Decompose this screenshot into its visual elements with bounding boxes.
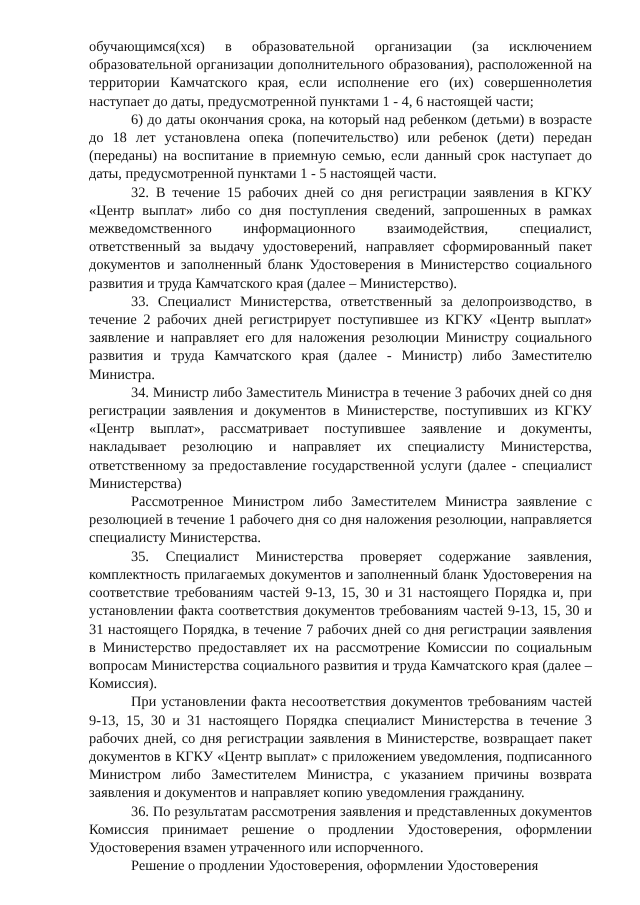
paragraph-36-continuation: Решение о продлении Удостоверения, оформлении Удостоверения — [131, 858, 539, 875]
paragraph-34: 34. Министр либо Заместитель Министра в течение 3 рабочих дней со дня регистрации заявления и документов в Министерстве, поступивших из КГКУ «Центр выплат», рассматривает поступившее заявление и документы, накладывает резолюцию и направляет их специалисту Министерства, ответственному за предоставление государственной услуги (далее - специалист Министерства) — [89, 384, 592, 492]
paragraph-35: 35. Специалист Министерства проверяет содержание заявления, комплектность прилагаемых документов и заполненный бланк Удостоверения на соответствие требованиям частей 9-13, 15, 30 и 31 настоящего Порядка и, при установлении факта соответствия документов требованиям частей 9-13, 15, 30 и 31 настоящего Порядка, в течение 7 рабочих дней со дня регистрации заявления в Министерство предоставляет их на рассмотрение Комиссии по социальным вопросам Министерства социального развития и труда Камчатского края (далее – Комиссия). — [89, 548, 592, 693]
paragraph-item-6: 6) до даты окончания срока, на который над ребенком (детьми) в возрасте до 18 лет установлена опека (попечительство) или ребенок (дети) передан (переданы) на воспитание в приемную семью, если данный срок наступает до даты, предусмотренной пунктами 1 - 5 настоящей части. — [89, 111, 592, 183]
document-page — [89, 38, 592, 875]
paragraph-32: 32. В течение 15 рабочих дней со дня регистрации заявления в КГКУ «Центр выплат» либо со дня поступления сведений, запрошенных в рамках межведомственного информационного взаимодействия, специалист, ответственный за выдачу удостоверений, направляет сформированный пакет документов и заполненный бланк Удостоверения в Министерство социального развития и труда Камчатского края (далее – Министерство). — [89, 184, 592, 292]
paragraph-36: 36. По результатам рассмотрения заявления и представленных документов Комиссия принимает решение о продлении Удостоверения, оформлении Удостоверения взамен утраченного или испорченного. — [89, 803, 592, 856]
paragraph-33: 33. Специалист Министерства, ответственный за делопроизводство, в течение 2 рабочих дней регистрирует поступившее из КГКУ «Центр выплат» заявление и направляет его для наложения резолюции Министру социального развития и труда Камчатского края (далее - Министр) либо Заместителю Министра. — [89, 293, 592, 383]
paragraph-35-continuation: При установлении факта несоответствия документов требованиям частей 9-13, 15, 30 и 31 настоящего Порядка специалист Министерства в течение 3 рабочих дней, со дня регистрации заявления в Министерстве, возвращает пакет документов в КГКУ «Центр выплат» с приложением уведомления, подписанного Министром либо Заместителем Министра, с указанием причины возврата заявления и документов и направляет копию уведомления гражданину. — [89, 694, 592, 802]
paragraph-continuation: обучающимся(хся) в образовательной организации (за исключением образовательной организации дополнительного образования), расположенной на территории Камчатского края, если исполнение его (их) совершеннолетия наступает до даты, предусмотренной пунктами 1 - 4, 6 настоящей части; — [89, 39, 592, 110]
paragraph-34-continuation: Рассмотренное Министром либо Заместителем Министра заявление с резолюцией в течение 1 рабочего дня со дня наложения резолюции, направляется специалисту Министерства. — [89, 494, 592, 547]
